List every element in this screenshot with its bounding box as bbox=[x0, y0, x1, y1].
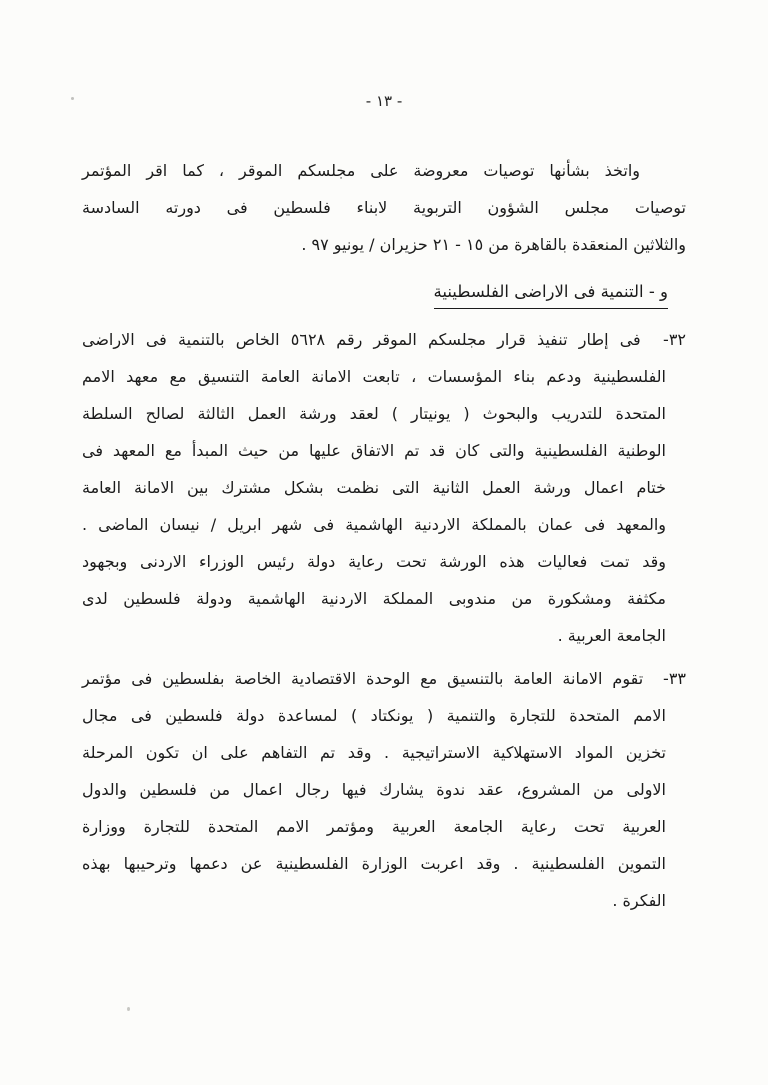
scan-artifact bbox=[71, 97, 74, 100]
text-line: العربية تحت رعاية الجامعة العربية ومؤتمر الامم المتحدة للتجارة ووزارة bbox=[82, 817, 666, 836]
text-line: الامم المتحدة للتجارة والتنمية ( يونكتاد ) لمساعدة دولة فلسطين فى مجال bbox=[82, 706, 666, 725]
text-line: التموين الفلسطينية . وقد اعربت الوزارة الفلسطينية عن دعمها وترحيبها بهذه bbox=[82, 854, 666, 873]
text-line: تخزين المواد الاستهلاكية الاستراتيجية . وقد تم التفاهم على ان تكون المرحلة bbox=[82, 743, 666, 762]
text-line: ٣٣- تقوم الامانة العامة بالتنسيق مع الوحدة الاقتصادية الخاصة بفلسطين فى مؤتمر bbox=[82, 669, 687, 688]
text-line: ختام اعمال ورشة العمل الثانية التى نظمت بشكل مشترك بين الامانة العامة bbox=[82, 478, 666, 497]
text-line: والمعهد فى عمان بالمملكة الاردنية الهاشمية فى شهر ابريل / نيسان الماضى . bbox=[82, 515, 666, 534]
text-line: المتحدة للتدريب والبحوث ( يونيتار ) لعقد ورشة العمل الثالثة لصالح السلطة bbox=[82, 404, 666, 423]
text-line: والثلاثين المنعقدة بالقاهرة من ١٥ - ٢١ حزيران / يونيو ٩٧ . bbox=[301, 235, 686, 254]
text-line: الاولى من المشروع، عقد ندوة يشارك فيها رجال اعمال من فلسطين والدول bbox=[82, 780, 666, 799]
numbered-item-32 bbox=[82, 321, 686, 654]
intro-paragraph bbox=[82, 152, 686, 263]
item-number: ٣٣- bbox=[643, 669, 687, 688]
item-number: ٣٢- bbox=[640, 330, 687, 349]
text-line: الفلسطينية ودعم بناء المؤسسات ، تابعت الامانة العامة التنسيق مع معهد الامم bbox=[82, 367, 666, 386]
numbered-item-33 bbox=[82, 660, 686, 919]
text-line: الجامعة العربية . bbox=[557, 626, 666, 645]
page-number: - ١٣ - bbox=[365, 92, 403, 110]
section-heading: و - التنمية فى الاراضى الفلسطينية bbox=[434, 279, 669, 309]
text-line: مكثفة ومشكورة من مندوبى المملكة الاردنية الهاشمية ودولة فلسطين لدى bbox=[82, 589, 666, 608]
text-line: الوطنية الفلسطينية والتى كان قد تم الاتفاق عليها من حيث المبدأ مع المعهد فى bbox=[82, 441, 666, 460]
text-line: وقد تمت فعاليات هذه الورشة تحت رعاية دولة رئيس الوزراء الاردنى وبجهود bbox=[82, 552, 666, 571]
scan-artifact bbox=[127, 1007, 130, 1011]
text-line: واتخذ بشأنها توصيات معروضة على مجلسكم الموقر ، كما اقر المؤتمر bbox=[82, 161, 640, 180]
text-line: توصيات مجلس الشؤون التربوية لابناء فلسطين فى دورته السادسة bbox=[82, 198, 686, 217]
text-line: الفكرة . bbox=[612, 891, 666, 910]
text-line: ٣٢- فى إطار تنفيذ قرار مجلسكم الموقر رقم ٥٦٢٨ الخاص بالتنمية فى الاراضى bbox=[82, 330, 687, 349]
